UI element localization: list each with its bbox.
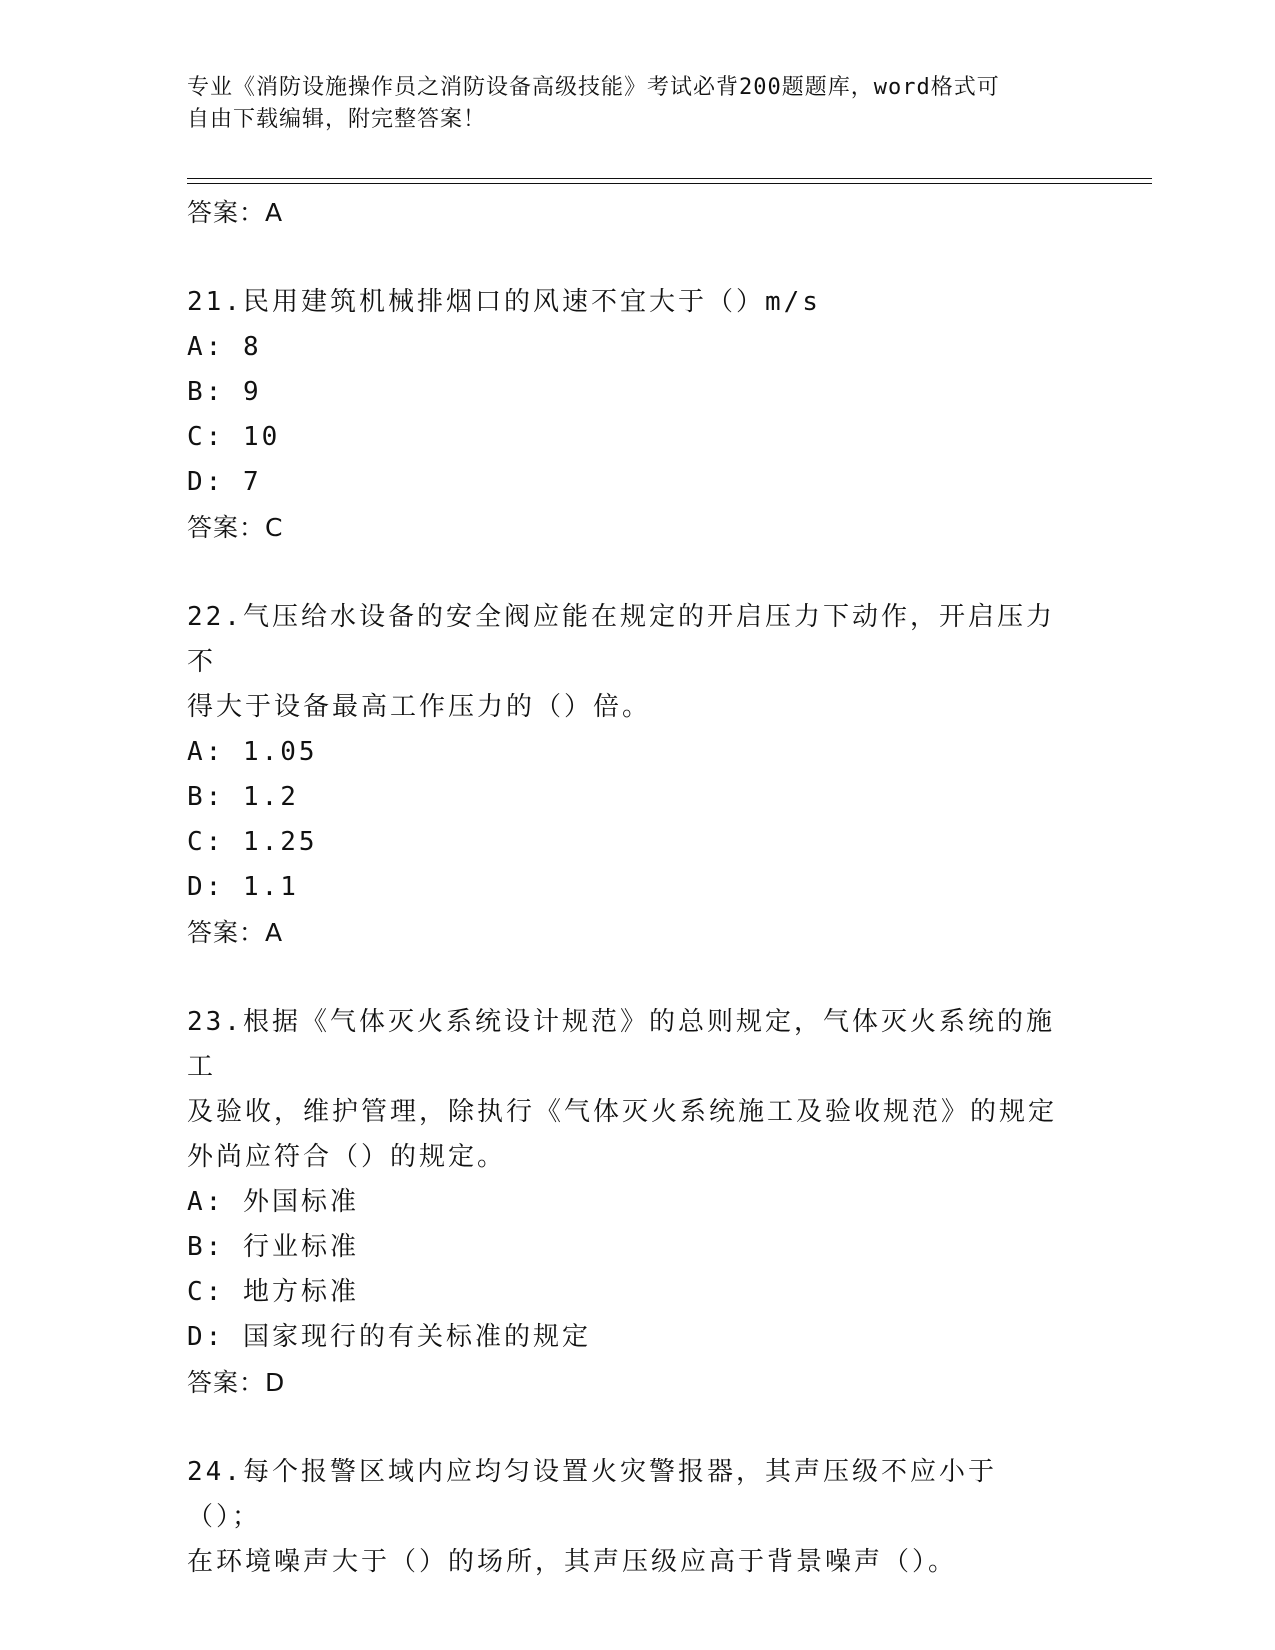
header-divider-bottom	[187, 183, 1152, 184]
question-text: 23.根据《气体灭火系统设计规范》的总则规定，气体灭火系统的施工	[187, 1007, 1055, 1082]
question-text: 外尚应符合（）的规定。	[187, 1142, 507, 1172]
header-divider-top	[187, 178, 1152, 179]
question-text: 22.气压给水设备的安全阀应能在规定的开启压力下动作，开启压力不	[187, 602, 1055, 677]
question-list	[187, 190, 1067, 1585]
header-line-2: 自由下载编辑，附完整答案！	[187, 107, 487, 132]
answer-line: 答案：D	[187, 1368, 286, 1397]
option-c: C: 地方标准	[187, 1277, 359, 1307]
question-22	[187, 595, 1067, 730]
question-24	[187, 1450, 1067, 1585]
option-d: D: 1.1	[187, 872, 299, 902]
option-d: D: 国家现行的有关标准的规定	[187, 1322, 591, 1352]
option-d: D: 7	[187, 467, 262, 497]
option-b: B: 行业标准	[187, 1232, 359, 1262]
answer-line: 答案：C	[187, 513, 284, 542]
option-a: A: 1.05	[187, 737, 318, 767]
answer-line: 答案：A	[187, 918, 284, 947]
question-text: 24.每个报警区域内应均匀设置火灾警报器，其声压级不应小于（）；	[187, 1457, 997, 1532]
document-header	[187, 72, 1067, 136]
question-text: 21.民用建筑机械排烟口的风速不宜大于（）m/s	[187, 287, 821, 317]
question-text: 及验收，维护管理，除执行《气体灭火系统施工及验收规范》的规定	[187, 1097, 1058, 1127]
answer-line: 答案：A	[187, 198, 284, 227]
option-b: B: 9	[187, 377, 262, 407]
option-b: B: 1.2	[187, 782, 299, 812]
question-23	[187, 1000, 1067, 1180]
option-c: C: 1.25	[187, 827, 318, 857]
question-text: 在环境噪声大于（）的场所，其声压级应高于背景噪声（）。	[187, 1547, 958, 1577]
header-line-1: 专业《消防设施操作员之消防设备高级技能》考试必背200题题库，word格式可	[187, 75, 1000, 100]
question-text: 得大于设备最高工作压力的（）倍。	[187, 692, 652, 722]
option-a: A: 8	[187, 332, 262, 362]
option-a: A: 外国标准	[187, 1187, 359, 1217]
question-21	[187, 280, 1067, 325]
option-c: C: 10	[187, 422, 281, 452]
